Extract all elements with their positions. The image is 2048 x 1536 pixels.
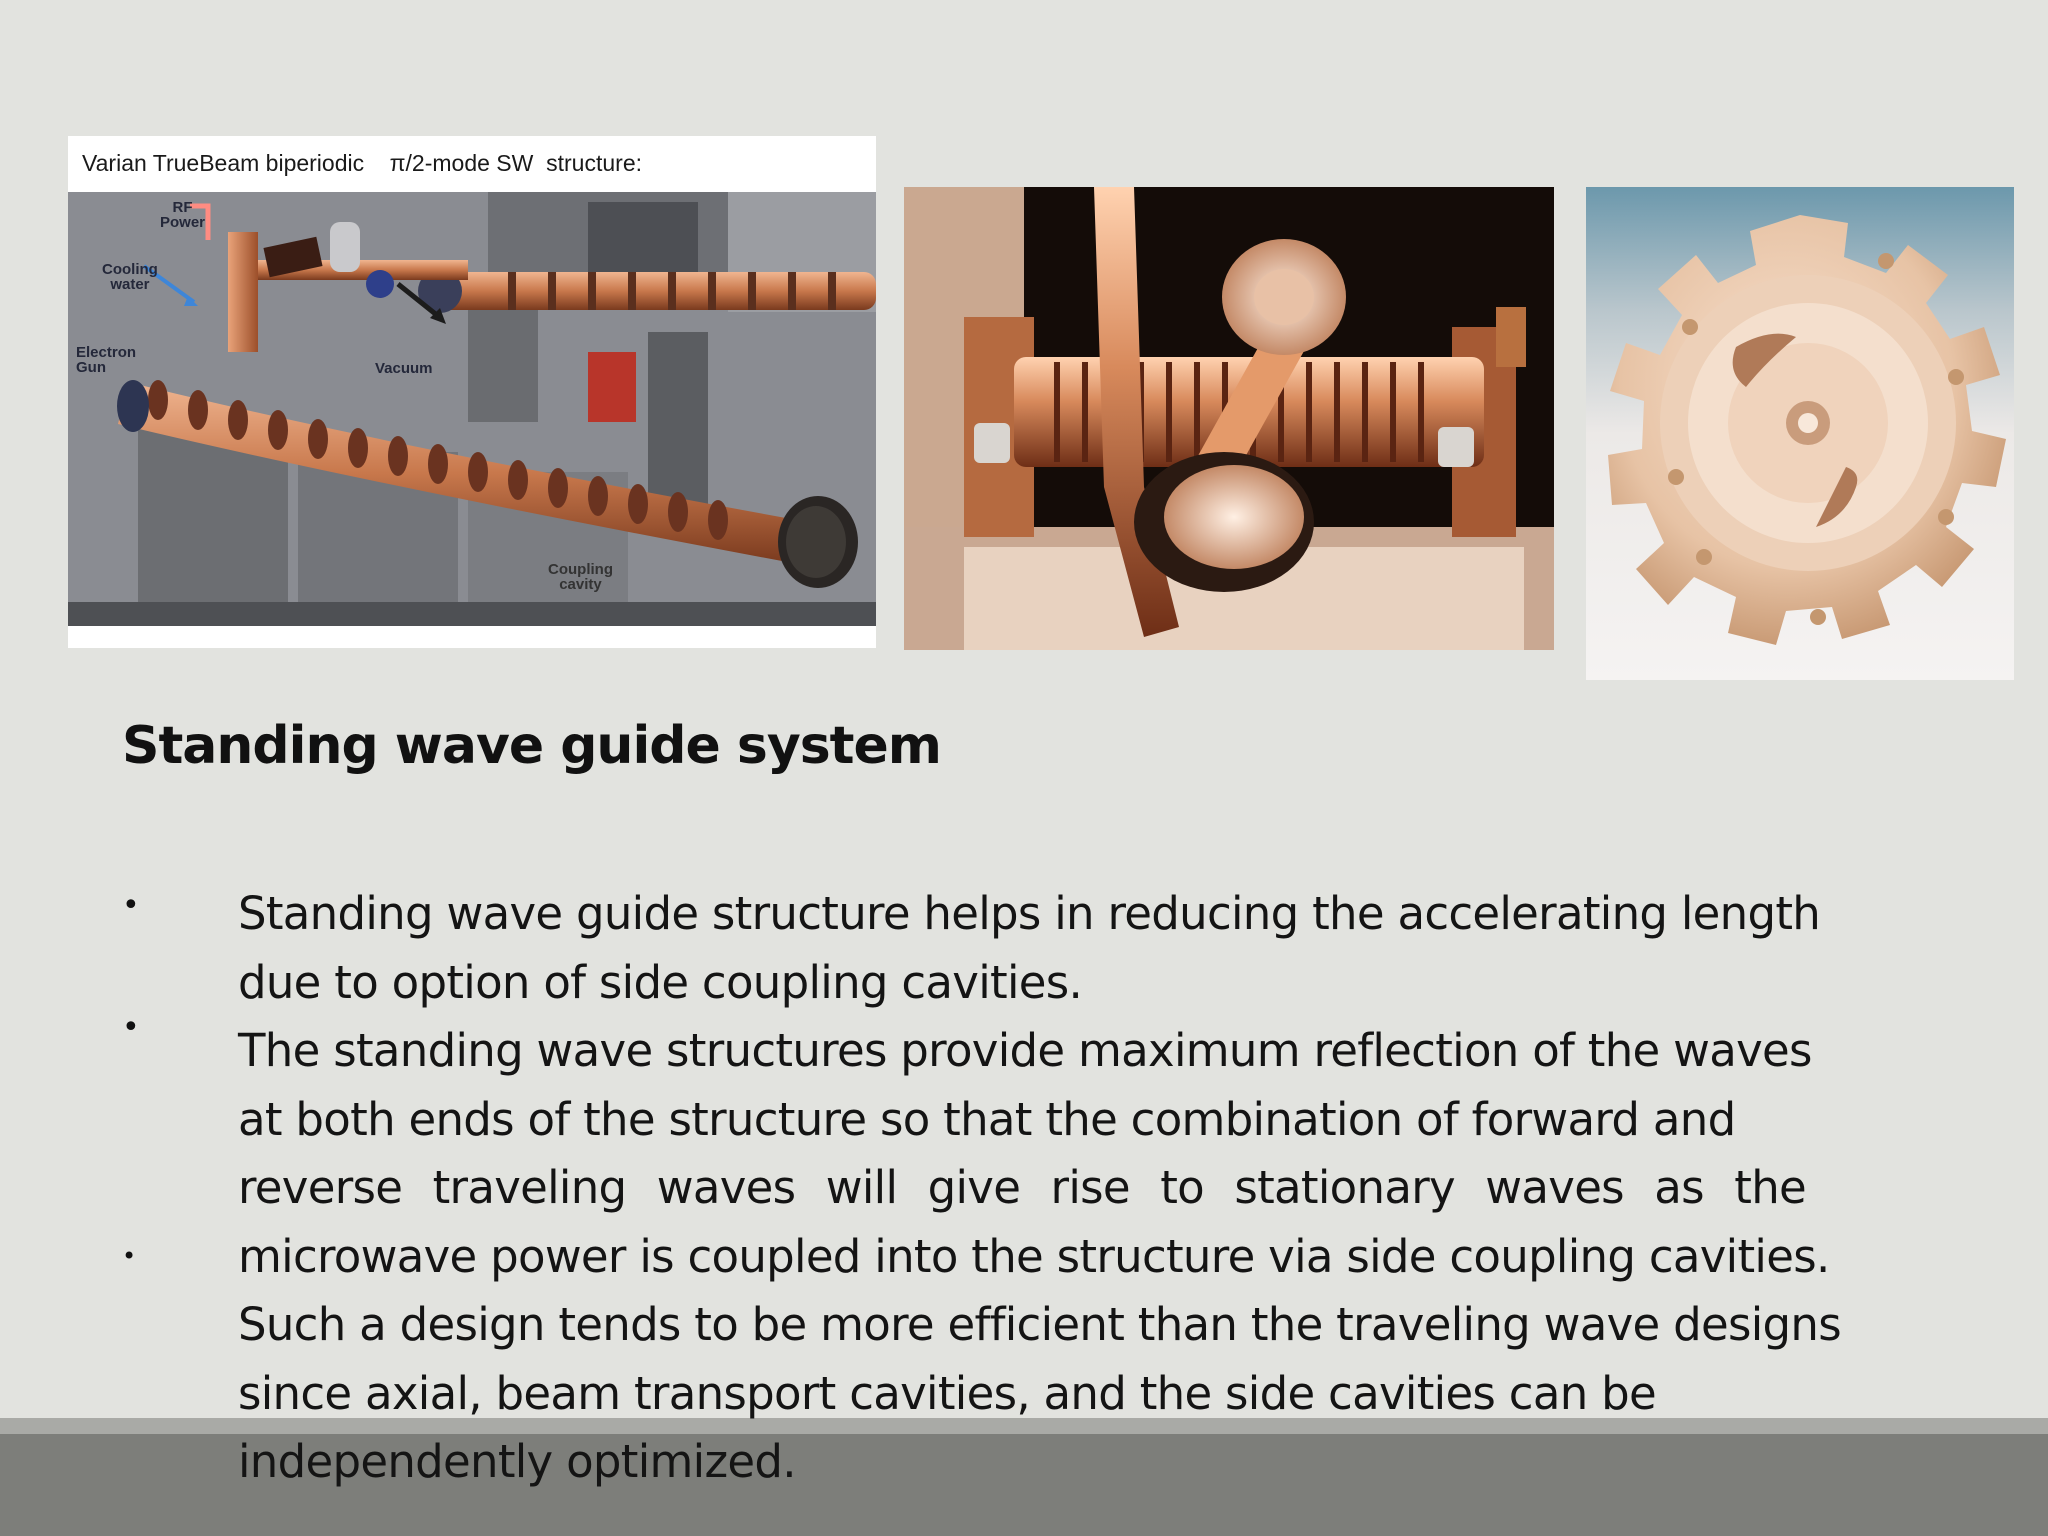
cooling-label-line1: Cooling xyxy=(102,261,158,278)
electron-gun-label xyxy=(76,345,136,375)
rf-label-line2: Power xyxy=(160,214,206,231)
gun-label-line1: Electron xyxy=(76,344,137,361)
copper-structure-photo xyxy=(904,187,1554,650)
cavity-plate-illustration xyxy=(1586,187,2014,680)
photo-image-area xyxy=(68,192,876,626)
cooling-label-line2: water xyxy=(110,276,150,293)
slide-body xyxy=(238,880,1918,1497)
coupling-cavity-label xyxy=(548,562,613,592)
slide-title: Standing wave guide system xyxy=(122,716,941,776)
rf-label-line1: RF xyxy=(172,199,193,216)
copper-structure-illustration xyxy=(904,187,1554,650)
body-line: at both ends of the structure so that the combination of forward and xyxy=(238,1092,1736,1146)
vacuum-label-text: Vacuum xyxy=(375,360,433,377)
varian-structure-photo xyxy=(68,136,876,648)
bullet-marker: • xyxy=(122,1010,140,1045)
body-line: independently optimized. xyxy=(238,1435,796,1488)
linac-illustration xyxy=(68,192,876,626)
body-line: due to option of side coupling cavities. xyxy=(238,955,1083,1009)
bullet-marker: • xyxy=(122,888,140,923)
coupling-label-line2: cavity xyxy=(559,576,602,593)
vacuum-label xyxy=(375,361,433,376)
photo-caption: Varian TrueBeam biperiodic π/2-mode SW structure: xyxy=(82,150,642,176)
bullet-marker: • xyxy=(122,1242,137,1270)
gun-label-line2: Gun xyxy=(76,359,106,376)
body-line: Standing wave guide structure helps in reducing the accelerating length xyxy=(238,887,1821,940)
cooling-water-label xyxy=(102,262,158,292)
body-line: reverse traveling waves will give rise to stationary waves as the xyxy=(238,1161,1806,1214)
body-line: Such a design tends to be more efficient than the traveling wave designs xyxy=(238,1298,1841,1351)
cavity-plate-photo xyxy=(1586,187,2014,680)
coupling-label-line1: Coupling xyxy=(548,561,613,578)
body-line: The standing wave structures provide maximum reflection of the waves xyxy=(238,1024,1812,1077)
body-line: microwave power is coupled into the structure via side coupling cavities. xyxy=(238,1229,1830,1283)
rf-power-label xyxy=(160,200,205,230)
body-line: since axial, beam transport cavities, and the side cavities can be xyxy=(238,1366,1656,1420)
